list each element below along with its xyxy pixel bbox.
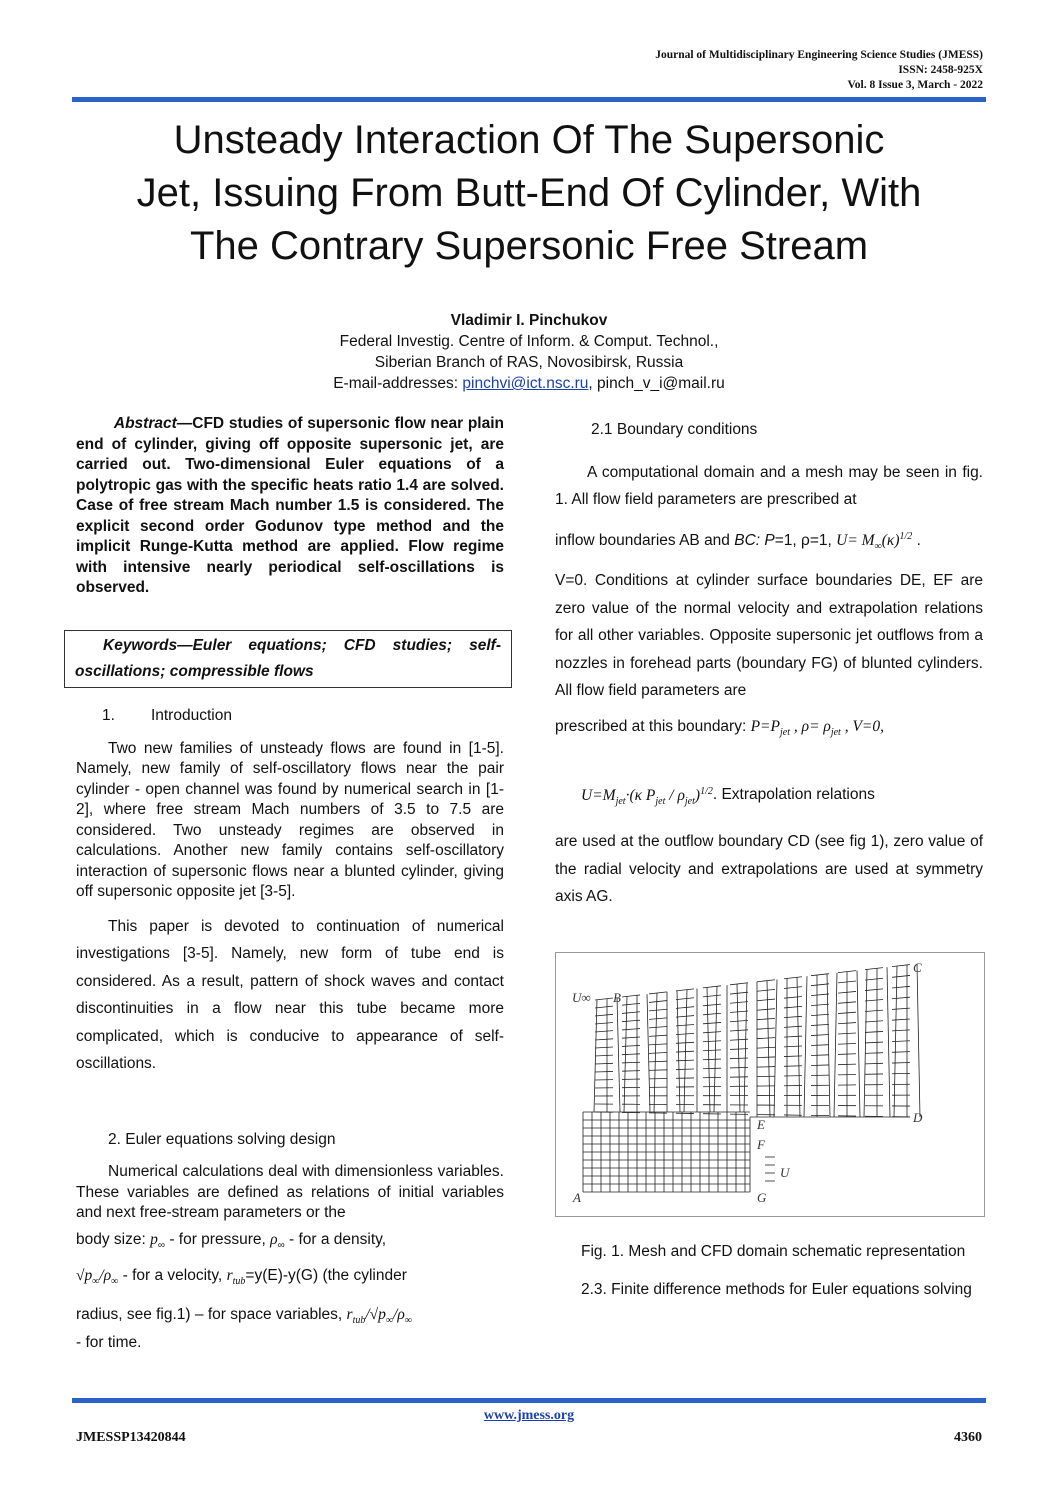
volume: Vol. 8 Issue 3, March - 2022	[847, 79, 983, 91]
mesh-line	[865, 1010, 883, 1011]
mesh-line	[595, 1063, 613, 1064]
mesh-line	[774, 980, 777, 1117]
mesh-line	[649, 1009, 667, 1011]
space-vars-line: radius, see fig.1) – for space variables, $r_{tub}/√p_\infty/\rho_\infty$	[76, 1305, 412, 1326]
author-block	[0, 310, 1058, 394]
mesh-line	[865, 1021, 883, 1022]
mesh-line	[857, 971, 860, 1117]
mesh-line	[649, 992, 667, 994]
footer-id: JMESSP13420844	[76, 1430, 186, 1445]
mesh-line	[649, 1001, 667, 1003]
mesh-line	[703, 1041, 721, 1042]
label-d: D	[913, 1110, 923, 1125]
label-b: B	[613, 990, 621, 1005]
label-u: U	[780, 1165, 790, 1180]
mesh-line	[811, 1055, 829, 1056]
jet-boundary-line: prescribed at this boundary: $P=P_{jet}$ , $\rho= \rho_{jet}$ , V=0,	[555, 717, 885, 738]
mesh-line	[757, 999, 775, 1001]
abstract-lead: Abstract	[113, 415, 177, 432]
email-line: E-mail-addresses: pinchvi@ict.nsc.ru, pinch_v_i@mail.ru	[333, 375, 725, 392]
figure-caption: Fig. 1. Mesh and CFD domain schematic representation	[581, 1243, 966, 1260]
jet-velocity-line: $U=M_{jet}\cdot(\kappa$ $P_{jet} / \rho_{jet})^{1/2}$. Extrapolation relations	[581, 785, 875, 807]
journal-link[interactable]: www.jmess.org	[483, 1408, 575, 1423]
mesh-line	[730, 992, 748, 994]
mesh-line	[730, 1030, 748, 1031]
mesh-line	[676, 1024, 694, 1025]
mesh-line	[757, 980, 775, 982]
keywords: Keywords—Euler equations; CFD studies; self-oscillations; compressible flows	[75, 637, 501, 680]
mesh-line	[676, 1042, 694, 1043]
mesh-line	[703, 1013, 721, 1015]
mesh-lines	[583, 964, 920, 1192]
mesh-line	[887, 967, 890, 1117]
mesh-line	[757, 1009, 775, 1011]
mesh-line	[649, 1053, 667, 1054]
issn: ISSN: 2458-925X	[898, 64, 983, 76]
mesh-line	[757, 989, 775, 991]
mesh-line	[865, 1063, 883, 1064]
mesh-line	[649, 1061, 667, 1062]
mesh-line	[649, 1070, 667, 1071]
mesh-line	[676, 1016, 694, 1018]
mesh-line	[703, 1059, 721, 1060]
mesh-line	[595, 1006, 613, 1008]
keywords-box	[64, 630, 512, 688]
mesh-line	[757, 1038, 775, 1039]
mesh-line	[865, 1000, 883, 1002]
title-line: The Contrary Supersonic Free Stream	[189, 224, 869, 268]
mesh-line	[804, 976, 807, 1117]
mesh-line	[757, 1057, 775, 1058]
section-2-heading: 2. Euler equations solving design	[108, 1130, 336, 1148]
mesh-line	[617, 998, 620, 1112]
mesh-line	[811, 984, 829, 986]
abstract-text: —CFD studies of supersonic flow near plain end of cylinder, giving off opposite supersonic jet, are carried out. Two-dimensional Euler equations of a polytropic gas with the specific heats ratio 1.4 are solved. Case of free stream Mach number 1.5 is considered. The explicit second order Godunov type method and the implicit Runge-Kutta method are applied. Flow regime with intensive nearly periodical self-oscillations is observed.	[76, 415, 505, 596]
mesh-line	[730, 1020, 748, 1021]
title-line: Unsteady Interaction Of The Supersonic	[173, 118, 885, 162]
mesh-line	[649, 1044, 667, 1045]
mesh-line	[730, 983, 748, 985]
label-a: A	[573, 1190, 581, 1205]
mesh-line	[865, 1053, 883, 1054]
mesh-line	[811, 994, 829, 996]
mesh-line	[677, 991, 680, 1112]
mesh-line	[703, 995, 721, 997]
figure-caption-block	[555, 1238, 983, 1304]
mesh-line	[917, 964, 920, 1117]
mesh-line	[811, 1004, 829, 1006]
mesh-line	[703, 1022, 721, 1023]
mesh-line	[703, 1050, 721, 1051]
mesh-line	[595, 1047, 613, 1048]
section-2-3-heading: 2.3. Finite difference methods for Euler equations solving	[581, 1281, 972, 1298]
label-u-inf: U∞	[572, 990, 591, 1005]
mesh-line	[811, 1014, 829, 1015]
inflow-line: inflow boundaries AB and BC: P=1, ρ=1, $U= M_\infty(\kappa)^{1/2}$ .	[555, 530, 921, 552]
mesh-line	[676, 1033, 694, 1034]
footer-url	[0, 1408, 1058, 1424]
affiliation-2: Siberian Branch of RAS, Novosibirsk, Russia	[374, 354, 684, 371]
mesh-line	[730, 1002, 748, 1004]
mesh-line	[811, 1035, 829, 1036]
intro-heading: 1. Introduction	[102, 707, 232, 724]
mesh-line	[834, 973, 837, 1117]
label-g: G	[757, 1190, 767, 1205]
author-name: Vladimir I. Pinchukov	[450, 312, 608, 329]
page-number: 4360	[954, 1430, 982, 1445]
mesh-line	[865, 1042, 883, 1043]
mesh-line	[649, 1027, 667, 1028]
label-c: C	[913, 960, 922, 975]
footer-rule	[72, 1398, 986, 1403]
mesh-line	[684, 990, 687, 1112]
mesh-line	[811, 1065, 829, 1066]
mesh-line	[767, 981, 770, 1117]
velocity-line: $√p_\infty/\rho_\infty$ - for a velocity, $r_{tub}=y(E)-y(G)$ (the cylinder	[76, 1267, 407, 1288]
mesh-line	[595, 1039, 613, 1040]
mesh-line	[865, 989, 883, 991]
mesh-line	[595, 998, 613, 1000]
mesh-line	[865, 968, 883, 970]
journal-name: Journal of Multidisciplinary Engineering Science Studies (JMESS)	[655, 49, 983, 61]
mesh-figure	[555, 952, 985, 1217]
outflow-paragraph: are used at the outflow boundary CD (see fig 1), zero value of the radial velocity and extrapolations are used at symmetry axis AG.	[555, 833, 983, 906]
boundary-paragraph: A computational domain and a mesh may be seen in fig. 1. All flow field parameters are prescribed at	[555, 463, 983, 508]
mesh-line	[649, 1035, 667, 1036]
mesh-line	[703, 1068, 721, 1069]
mesh-line	[757, 1028, 775, 1029]
mesh-line	[595, 1014, 613, 1016]
mesh-line	[595, 1031, 613, 1032]
mesh-line	[676, 1007, 694, 1009]
mesh-line	[649, 1018, 667, 1020]
mesh-line	[730, 1011, 748, 1013]
conditions-paragraph: V=0. Conditions at cylinder surface boundaries DE, EF are zero value of the normal velocity and extrapolation relations for all other variables. Opposite supersonic jet outflows from a nozzles in forehead parts (boundary FG) of blunted cylinders. All flow field parameters are	[555, 572, 983, 700]
mesh-line	[703, 1004, 721, 1006]
label-f: F	[757, 1137, 765, 1152]
mesh-line	[595, 1071, 613, 1072]
mesh-line	[707, 987, 710, 1112]
mesh-line	[703, 1032, 721, 1033]
section-2-1-heading: 2.1 Boundary conditions	[591, 421, 758, 438]
affiliation-1: Federal Investig. Centre of Inform. & Comput. Technol.,	[339, 333, 719, 350]
mesh-line	[797, 977, 800, 1117]
right-column	[555, 420, 983, 911]
body-size-line: body size: $p_\infty$ - for pressure, $\rho_\infty$ - for a density,	[76, 1230, 387, 1251]
mesh-line	[703, 986, 721, 988]
journal-header	[655, 48, 983, 93]
title-line: Jet, Issuing From Butt-End Of Cylinder, With	[136, 171, 922, 215]
email-link[interactable]: pinchvi@ict.nsc.ru	[462, 375, 589, 392]
paragraph-3: Numerical calculations deal with dimensionless variables. These variables are defined as relations of initial variables and next free-stream parameters or the	[76, 1163, 504, 1221]
mesh-line	[811, 1045, 829, 1046]
abstract	[76, 414, 504, 599]
mesh-line	[865, 1031, 883, 1032]
mesh-line	[654, 993, 657, 1112]
mesh-line	[757, 1047, 775, 1048]
mesh-line	[737, 984, 740, 1112]
mesh-line	[865, 978, 883, 980]
mesh-line	[676, 998, 694, 1000]
mesh-line	[811, 1024, 829, 1025]
mesh-line	[757, 1018, 775, 1019]
mesh-line	[595, 1055, 613, 1056]
left-column	[76, 706, 504, 1354]
time-line: - for time.	[76, 1334, 142, 1352]
paper-title	[60, 114, 998, 273]
mesh-line	[676, 989, 694, 991]
mesh-line	[811, 974, 829, 976]
label-e: E	[757, 1117, 765, 1132]
paragraph-2: This paper is devoted to continuation of numerical investigations [3-5]. Namely, new form of tube end is considered. As a result, pattern of shock waves and contact discontinuities in a flow near this tube became more complicated, which is conducive to appearance of self-oscillations.	[76, 917, 504, 1072]
mesh-line	[595, 1022, 613, 1024]
intro-paragraph: Two new families of unsteady flows are found in [1-5]. Namely, new family of self-oscillatory flows near the pair cylinder - open channel was found by numerical search in [1-2], where free stream Mach numbers of 3.5 to 7.5 are considered. Two unsteady regimes are observed in calculations. Another new family contains self-oscillatory interaction of supersonic flows near a blunted cylinder, giving off supersonic opposite jet [3-5].	[76, 739, 504, 900]
mesh-line	[757, 1067, 775, 1068]
header-rule	[72, 97, 986, 102]
